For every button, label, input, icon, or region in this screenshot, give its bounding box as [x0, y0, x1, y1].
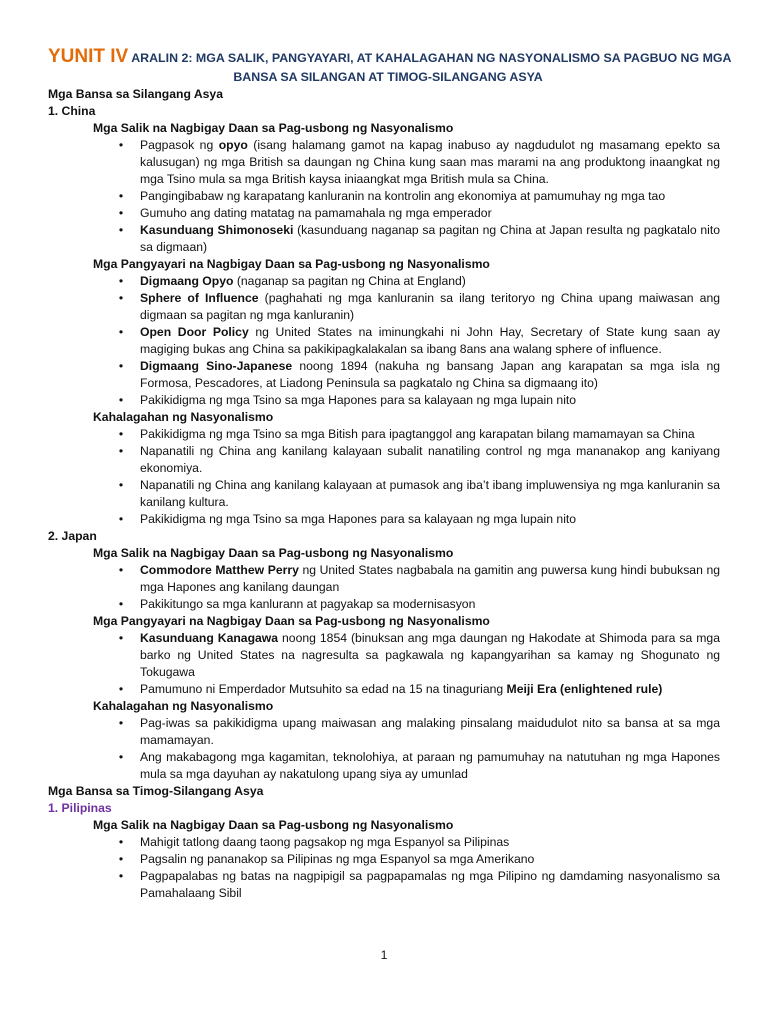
- bullet-list: [48, 426, 720, 528]
- item-text: Pakikitungo sa mga kanlurann at pagyakap sa modernisasyon: [140, 597, 476, 611]
- subsection-heading: Kahalagahan ng Nasyonalismo: [93, 410, 274, 424]
- bullet-list: [48, 715, 720, 783]
- list-item: [118, 562, 720, 596]
- item-term: Kasunduang Kanagawa: [140, 631, 279, 645]
- list-item: [118, 851, 720, 868]
- item-term: Digmaang Opyo: [140, 274, 234, 288]
- list-item: [118, 511, 720, 528]
- subsection-heading: Mga Salik na Nagbigay Daan sa Pag-usbong ng Nasyonalismo: [93, 121, 454, 135]
- item-text: Pamumuno ni Emperdador Mutsuhito sa edad na 15 na tinaguriang: [140, 682, 507, 696]
- item-text: (kasunduang naganap sa pagitan ng China at Japan resulta ng pagkatalo nito sa digmaan): [140, 223, 720, 254]
- list-item: [118, 205, 720, 222]
- bullet-icon: •: [118, 325, 124, 339]
- item-text: Napanatili ng China ang kanilang kalayaan subalit nanatiling control ng mga mananakop ang kaniyang ekonomiya.: [140, 444, 720, 475]
- list-item: [118, 868, 720, 902]
- lesson-title-line1: ARALIN 2: MGA SALIK, PANGYAYARI, AT KAHALAGAHAN NG NASYONALISMO SA PAGBUO NG MGA: [128, 51, 732, 65]
- list-item: [118, 715, 720, 749]
- list-item: [118, 137, 720, 188]
- bullet-icon: •: [118, 274, 124, 288]
- bullet-icon: •: [118, 444, 124, 458]
- subsection-heading: Kahalagahan ng Nasyonalismo: [93, 699, 274, 713]
- bullet-icon: •: [118, 682, 124, 696]
- item-text: Ang makabagong mga kagamitan, teknolohiya, at paraan ng pamumuhay na natutuhan ng mga Hapones mula sa mga dayuhan ay nakatulong upang siya ay umunlad: [140, 750, 720, 781]
- item-text: Pangingibabaw ng karapatang kanluranin na kontrolin ang ekonomiya at pamumuhay ng mga tao: [140, 189, 666, 203]
- bullet-icon: •: [118, 359, 124, 373]
- bullet-icon: •: [118, 427, 124, 441]
- subsection-heading: Mga Salik na Nagbigay Daan sa Pag-usbong ng Nasyonalismo: [93, 818, 454, 832]
- bullet-icon: •: [118, 206, 124, 220]
- bullet-icon: •: [118, 393, 124, 407]
- item-text: Pagpapalabas ng batas na nagpipigil sa pagpapamalas ng mga Pilipino ng damdaming nasyonalismo sa Pamahalaang Sibil: [140, 869, 720, 900]
- list-item: [118, 426, 720, 443]
- item-text: (naganap sa pagitan ng China at England): [233, 274, 466, 288]
- section-heading: Mga Bansa sa Timog-Silangang Asya: [48, 784, 264, 798]
- bullet-icon: •: [118, 512, 124, 526]
- item-text: Gumuho ang dating matatag na pamamahala ng mga emperador: [140, 206, 492, 220]
- item-text: noong 1894 (nakuha ng bansang Japan ang karapatan sa mga isla ng Formosa, Pescadores, at Liadong Peninsula sa pagkatalo ng China sa digmaang ito): [140, 359, 721, 390]
- document-body: [48, 86, 720, 902]
- bullet-icon: •: [118, 138, 124, 152]
- section-heading: Mga Bansa sa Silangang Asya: [48, 87, 223, 101]
- item-text: noong 1854 (binuksan ang mga daungan ng Hakodate at Shimoda para sa mga barko ng United States na nagresulta sa pagkawala ng kapangyarihan sa kamay ng Shogunato ng Tokugawa: [140, 631, 720, 679]
- list-item: [118, 392, 720, 409]
- bullet-list: [48, 562, 720, 613]
- item-text: Pagpasok ng: [140, 138, 219, 152]
- item-text: Pakikidigma ng mga Tsino sa mga Bitish para ipagtanggol ang karapatan bilang mamamayan sa China: [140, 427, 695, 441]
- subsection-heading: Mga Pangyayari na Nagbigay Daan sa Pag-usbong ng Nasyonalismo: [93, 614, 490, 628]
- item-term: Commodore Matthew Perry: [140, 563, 299, 577]
- item-text: ng United States na iminungkahi ni John Hay, Secretary of State kung saan ay magiging bukas ang China sa pakikipagkalakalan sa ibang 8ans ana walang sphere of influence.: [140, 325, 720, 356]
- bullet-icon: •: [118, 852, 124, 866]
- item-term: Kasunduang Shimonoseki: [140, 223, 294, 237]
- list-item: [118, 749, 720, 783]
- document-title: [48, 46, 732, 86]
- item-term: Digmaang Sino-Japanese: [140, 359, 293, 373]
- bullet-icon: •: [118, 869, 124, 883]
- bullet-list: [48, 137, 720, 256]
- section-heading: 1. Pilipinas: [48, 801, 112, 815]
- list-item: [118, 290, 721, 324]
- list-item: [118, 222, 720, 256]
- list-item: [118, 477, 720, 511]
- lesson-title-line2: BANSA SA SILANGAN AT TIMOG-SILANGANG ASYA: [233, 70, 543, 84]
- item-term: Open Door Policy: [140, 325, 249, 339]
- list-item: [118, 596, 720, 613]
- list-item: [118, 630, 720, 681]
- subsection-heading: Mga Pangyayari na Nagbigay Daan sa Pag-usbong ng Nasyonalismo: [93, 257, 490, 271]
- list-item: [118, 358, 721, 392]
- list-item: [118, 681, 720, 698]
- bullet-icon: •: [118, 835, 124, 849]
- bullet-icon: •: [118, 189, 124, 203]
- list-item: [118, 188, 720, 205]
- item-term: opyo: [218, 138, 248, 152]
- item-text: Napanatili ng China ang kanilang kalayaan at pumasok ang iba’t ibang impluwensiya ng mga kanluranin sa kanilang kultura.: [140, 478, 720, 509]
- item-term: Meiji Era (enlightened rule): [506, 682, 663, 696]
- subsection-heading: Mga Salik na Nagbigay Daan sa Pag-usbong ng Nasyonalismo: [93, 546, 454, 560]
- item-text: Pakikidigma ng mga Tsino sa mga Hapones para sa kalayaan ng mga lupain nito: [140, 393, 577, 407]
- bullet-list: [48, 834, 720, 902]
- unit-label: YUNIT IV: [48, 46, 129, 67]
- list-item: [118, 324, 720, 358]
- bullet-icon: •: [118, 223, 124, 237]
- bullet-icon: •: [118, 597, 124, 611]
- bullet-list: [48, 273, 720, 409]
- item-text: Mahigit tatlong daang taong pagsakop ng mga Espanyol sa Pilipinas: [140, 835, 510, 849]
- page-number: 1: [380, 948, 388, 962]
- item-term: Sphere of Influence: [140, 291, 259, 305]
- list-item: [118, 443, 720, 477]
- section-heading: 1. China: [48, 104, 96, 118]
- list-item: [118, 273, 720, 290]
- bullet-icon: •: [118, 631, 124, 645]
- item-text: Pagsalin ng pananakop sa Pilipinas ng mga Espanyol sa mga Amerikano: [140, 852, 535, 866]
- bullet-icon: •: [118, 716, 124, 730]
- item-text: ng United States nagbabala na gamitin ang puwersa kung hindi bubuksan ng mga Hapones ang kanilang daungan: [140, 563, 720, 594]
- bullet-icon: •: [118, 563, 124, 577]
- item-text: Pakikidigma ng mga Tsino sa mga Hapones para sa kalayaan ng mga lupain nito: [140, 512, 577, 526]
- item-text: Pag-iwas sa pakikidigma upang maiwasan ang malaking pinsalang maidudulot nito sa bansa at sa mga mamamayan.: [140, 716, 720, 747]
- bullet-icon: •: [118, 478, 124, 492]
- bullet-list: [48, 630, 720, 698]
- bullet-icon: •: [118, 291, 124, 305]
- item-text: (paghahati ng mga kanluranin sa ilang teritoryo ng China upang maiwasan ang digmaan sa pagitan ng mga kanluranin): [140, 291, 721, 322]
- list-item: [118, 834, 720, 851]
- bullet-icon: •: [118, 750, 124, 764]
- item-text: (isang halamang gamot na kapag inabuso ay nagdudulot ng masamang epekto sa kalusugan) ng mga British sa daungan ng China kung saan mas marami na ang produktong inaangkat ng mga Tsino mula sa mga British kaysa iniaangkat mga British mula sa China.: [140, 138, 720, 186]
- section-heading: 2. Japan: [48, 529, 97, 543]
